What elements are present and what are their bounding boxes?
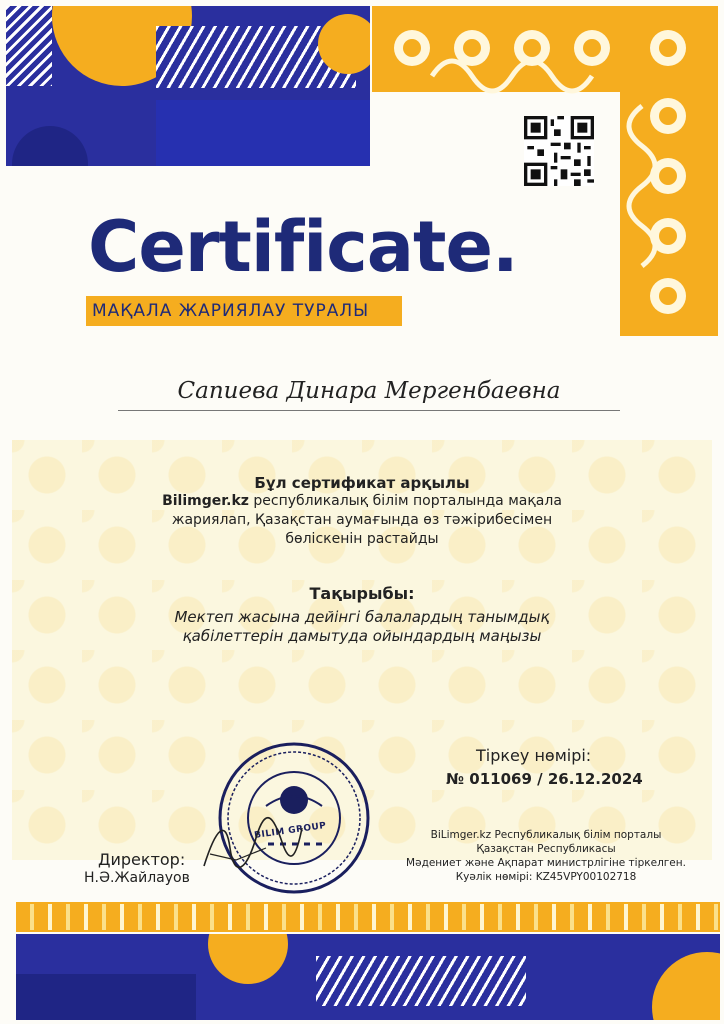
registration-info-line-4: Куәлік нөмірі: KZ45VPY00102718 — [455, 871, 637, 883]
topic-line-2: қабілеттерін дамытуда ойындардың маңызы — [182, 627, 542, 645]
body-text — [62, 492, 662, 549]
body-line-1-rest: республикалық білім порталында мақала — [248, 493, 562, 509]
signature-icon — [196, 808, 306, 878]
registration-info — [396, 828, 696, 884]
certificate-title: Certificate. — [88, 206, 518, 288]
registration-number: № 011069 / 26.12.2024 — [446, 770, 643, 788]
director-label: Директор: — [98, 850, 186, 869]
top-left-decoration — [6, 6, 370, 166]
body-line-3: бөлiскенiн растайды — [285, 531, 439, 547]
stamp-text: BILIM GROUP — [253, 820, 328, 842]
body-line-2: жариялап, Қазақстан аумағында өз тәжірибесімен — [171, 512, 553, 528]
body-site: Bilimger.kz — [162, 493, 249, 509]
recipient-name: Сапиева Динара Мергенбаевна — [177, 378, 561, 404]
topic-heading: Тақырыбы: — [309, 584, 415, 603]
qr-code-icon — [524, 116, 594, 186]
registration-info-line-2: Қазақстан Республикасы — [476, 843, 616, 855]
bottom-ornament-band — [16, 902, 720, 932]
certificate-subtitle: МАҚАЛА ЖАРИЯЛАУ ТУРАЛЫ — [86, 296, 402, 326]
bottom-decoration — [16, 934, 720, 1020]
body-heading: Бұл сертификат арқылы — [254, 474, 470, 492]
registration-info-line-1: BiLimger.kz Республикалық білім порталы — [430, 829, 662, 841]
director-name: Н.Ә.Жайлауов — [84, 870, 190, 886]
topic-line-1: Мектеп жасына дейінгі балалардың танымдық — [174, 608, 550, 626]
recipient-underline — [118, 410, 620, 411]
body-line-1 — [62, 492, 662, 511]
registration-label: Тіркеу нөмірі: — [476, 746, 592, 765]
topic-text — [62, 608, 662, 646]
registration-info-line-3: Мәдениет және Ақпарат министрлігіне тіркелген. — [406, 857, 686, 869]
